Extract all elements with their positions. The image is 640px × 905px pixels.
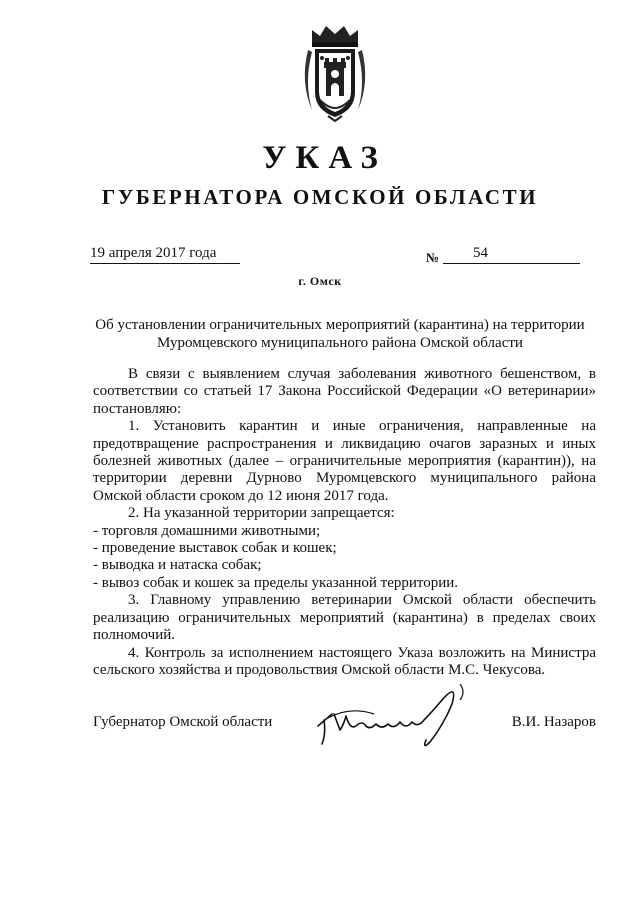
body-bullet: - проведение выставок собак и кошек; bbox=[93, 540, 337, 557]
body-bullet: - торговля домашними животными; bbox=[93, 522, 321, 539]
decree-title: УКАЗ bbox=[262, 140, 387, 176]
body-bullet: - вывоз собак и кошек за пределы указанной территории. bbox=[93, 574, 459, 591]
body-item-1: 1. Установить карантин и иные ограничения, направленные на предотвращение распространения и ликвидацию очагов заразных и иных болезней животных (далее – ограничительные мероприятия (карантин)), на территории деревни Дурново Муромцевского муниципального района Омской области сроком до 12 июня 2017 года. bbox=[93, 418, 596, 504]
body-item-3: 3. Главному управлению ветеринарии Омской области обеспечить реализацию ограничительных мероприятий (карантина) в пределах своих полномочий. bbox=[93, 592, 596, 644]
handwritten-signature-icon bbox=[310, 680, 480, 760]
issue-city: г. Омск bbox=[298, 274, 342, 288]
body-bullet: - выводка и натаска собак; bbox=[93, 557, 262, 574]
signatory-name: В.И. Назаров bbox=[511, 714, 596, 730]
signatory-position: Губернатор Омской области bbox=[93, 714, 273, 730]
decree-number: 54 bbox=[443, 244, 580, 264]
body-item-4: 4. Контроль за исполнением настоящего Указа возложить на Министра сельского хозяйства и продовольствия Омской области М.С. Чекусова. bbox=[93, 644, 596, 678]
decree-date: 19 апреля 2017 года bbox=[90, 244, 240, 264]
omsk-coat-of-arms-icon bbox=[298, 22, 372, 122]
subject-line: Муромцевского муниципального района Омской области bbox=[157, 335, 523, 351]
body-intro: В связи с выявлением случая заболевания животного бешенством, в соответствии со статьей 17 Закона Российской Федерации «О ветеринарии» постановляю: bbox=[93, 366, 596, 417]
subject-line: Об установлении ограничительных мероприятий (карантина) на территории bbox=[95, 317, 585, 333]
decree-subject bbox=[80, 316, 600, 352]
issuer-title: ГУБЕРНАТОРА ОМСКОЙ ОБЛАСТИ bbox=[101, 185, 539, 209]
number-label: № bbox=[426, 250, 440, 265]
body-item-2: 2. На указанной территории запрещается: bbox=[128, 505, 395, 522]
decree-body bbox=[93, 366, 596, 679]
